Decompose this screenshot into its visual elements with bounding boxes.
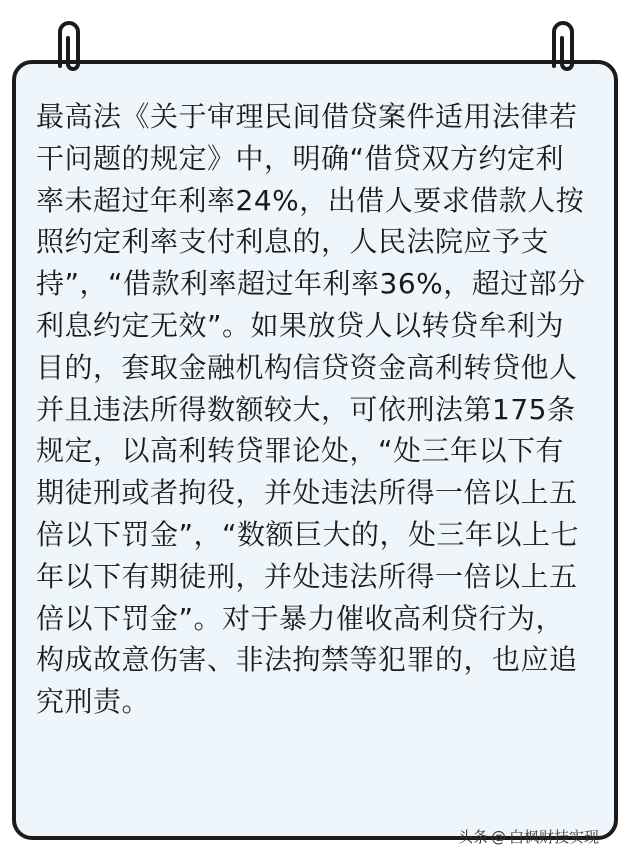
- watermark-name: 白枫财技实现: [509, 828, 600, 846]
- source-watermark: [458, 826, 599, 847]
- watermark-prefix: 头条: [458, 828, 489, 846]
- paperclip-icon: [46, 18, 94, 80]
- paperclip-icon: [540, 18, 588, 80]
- at-icon: @: [491, 827, 507, 846]
- article-text: 最高法《关于审理民间借贷案件适用法律若 干问题的规定》中，明确“借贷双方约定利 率未超过年利率24%，出借人要求借款人按 照约定利率支付利息的，人民法院应予支 持”，“借款利率超过年利率36%，超过部分 利息约定无效”。如果放贷人以转贷牟利为 目的，套取金融机构信贷资金高利转贷他人 并且违法所得数额较大，可依刑法第175条 规定，以高利转贷罪论处，“处三年以下有 期徒刑或者拘役，并处违法所得一倍以上五 倍以下罚金”，“数额巨大的，处三年以上七 年以下有期徒刑，并处违法所得一倍以上五 倍以下罚金”。对于暴力催收高利贷行为， 构成故意伤害、非法拘禁等犯罪的，也应追 究刑责。: [36, 100, 586, 719]
